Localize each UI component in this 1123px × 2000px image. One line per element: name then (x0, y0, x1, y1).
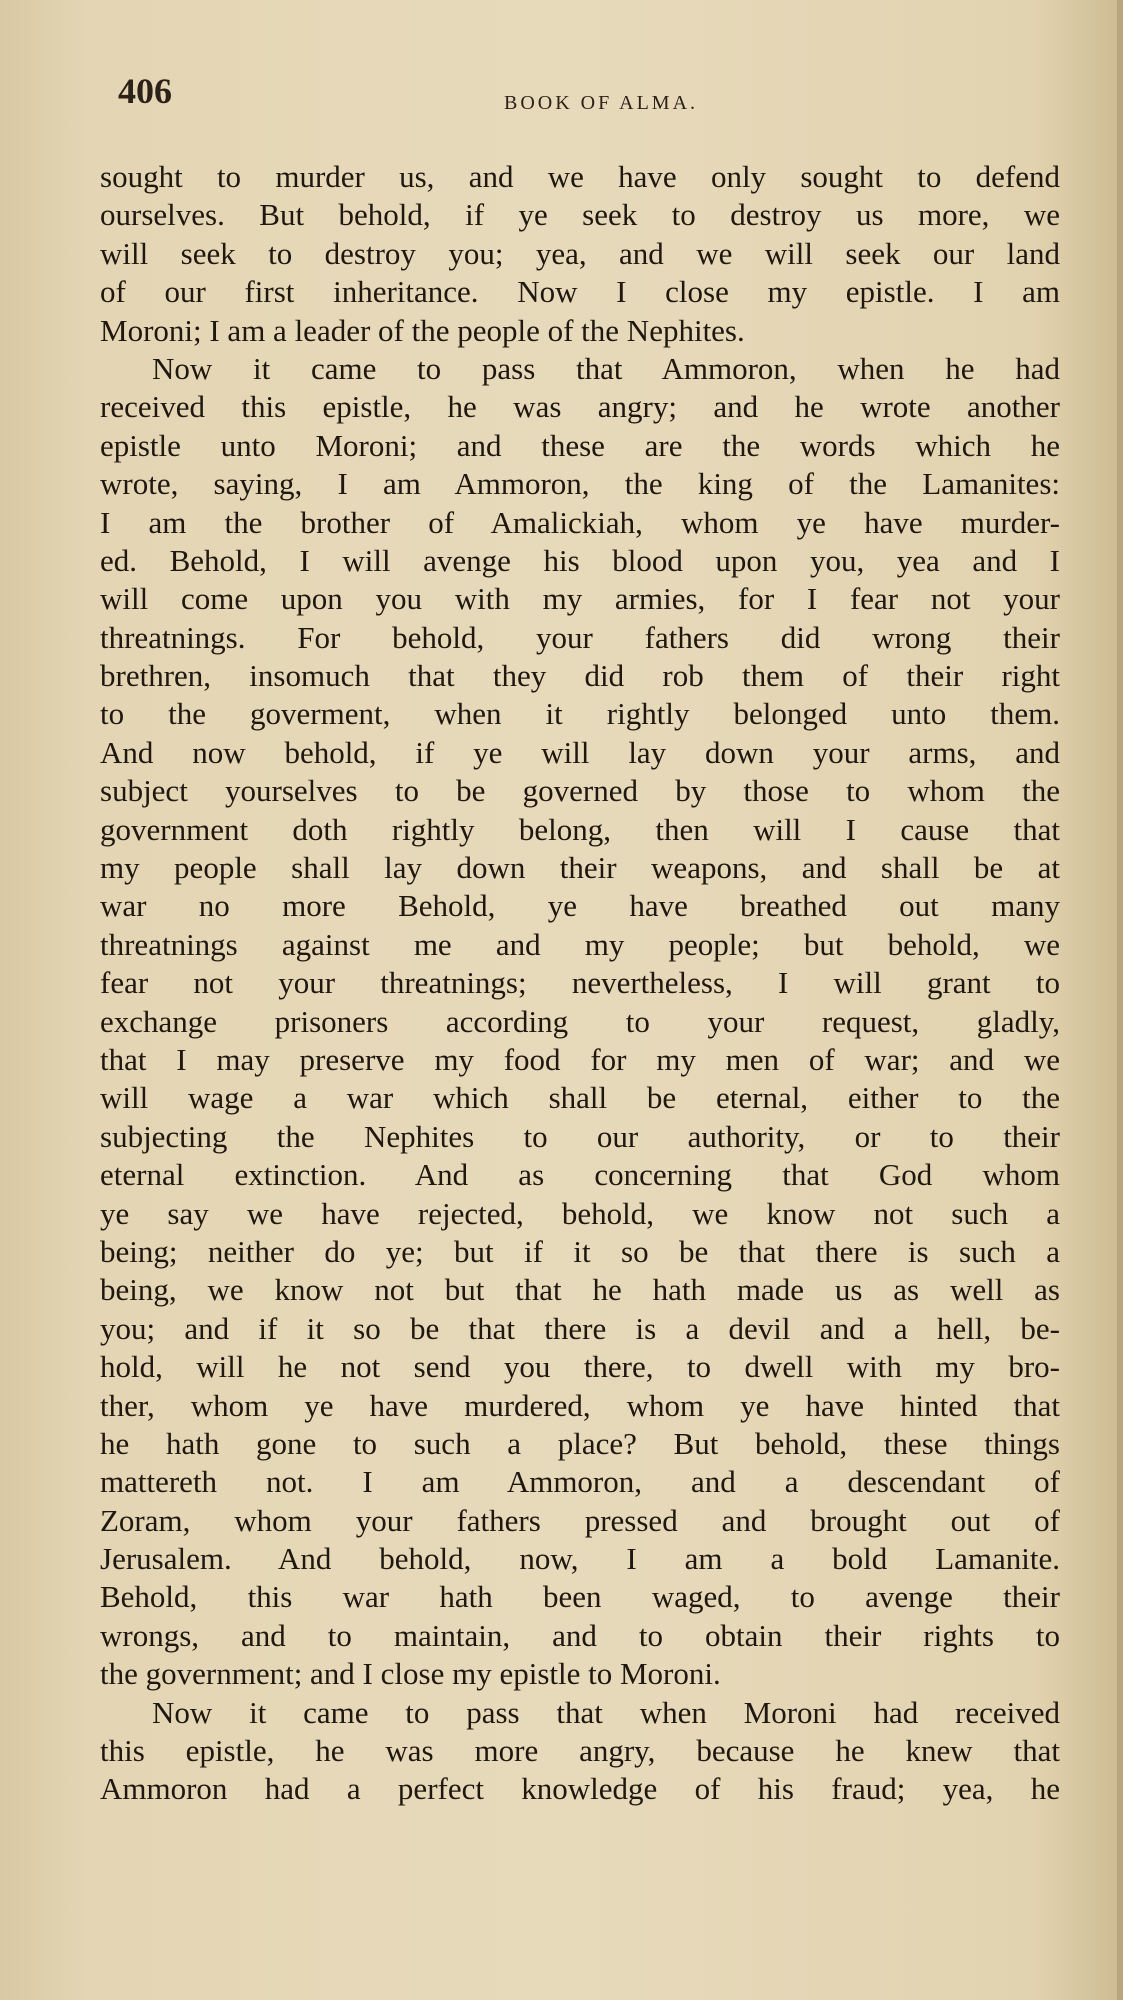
text-line: my people shall lay down their weapons, and shall be at (100, 850, 1060, 886)
text-line: Moroni; I am a leader of the people of the Nephites. (100, 312, 745, 348)
text-line: will seek to destroy you; yea, and we will seek our land (100, 235, 1060, 271)
text-line: received this epistle, he was angry; and he wrote another (100, 389, 1060, 425)
text-line: brethren, insomuch that they did rob them of their right (100, 658, 1060, 694)
text-line: being, we know not but that he hath made us as well as (100, 1272, 1060, 1308)
text-line: Zoram, whom your fathers pressed and brought out of (100, 1502, 1060, 1538)
text-line: that I may preserve my food for my men of war; and we (100, 1041, 1060, 1077)
text-line: hold, will he not send you there, to dwell with my bro- (100, 1349, 1060, 1385)
text-line: ourselves. But behold, if ye seek to destroy us more, we (100, 197, 1060, 233)
text-line: threatnings against me and my people; but behold, we (100, 926, 1060, 962)
text-line: ed. Behold, I will avenge his blood upon you, yea and I (100, 542, 1060, 578)
text-line: wrongs, and to maintain, and to obtain their rights to (100, 1617, 1060, 1653)
text-line: mattereth not. I am Ammoron, and a descendant of (100, 1464, 1060, 1500)
text-line: war no more Behold, ye have breathed out many (100, 888, 1060, 924)
text-line: fear not your threatnings; nevertheless, I will grant to (100, 965, 1060, 1001)
text-line: Jerusalem. And behold, now, I am a bold Lamanite. (100, 1541, 1060, 1577)
text-line: of our first inheritance. Now I close my epistle. I am (100, 274, 1060, 310)
text-line: government doth rightly belong, then will I cause that (100, 811, 1060, 847)
text-line: he hath gone to such a place? But behold, these things (100, 1425, 1060, 1461)
body-text (100, 158, 1060, 1809)
text-line: ye say we have rejected, behold, we know not such a (100, 1195, 1060, 1231)
page-header (118, 70, 1068, 120)
text-line: to the goverment, when it rightly belonged unto them. (100, 696, 1060, 732)
text-line: eternal extinction. And as concerning that God whom (100, 1157, 1060, 1193)
text-line: exchange prisoners according to your request, gladly, (100, 1003, 1060, 1039)
text-line: And now behold, if ye will lay down your arms, and (100, 734, 1060, 770)
text-line: subject yourselves to be governed by those to whom the (100, 773, 1060, 809)
text-line: threatnings. For behold, your fathers did wrong their (100, 619, 1060, 655)
text-line: Now it came to pass that Ammoron, when he had (152, 350, 1060, 386)
text-line: this epistle, he was more angry, because he knew that (100, 1733, 1060, 1769)
text-line: you; and if it so be that there is a devil and a hell, be- (100, 1310, 1060, 1346)
text-line: Ammoron had a perfect knowledge of his fraud; yea, he (100, 1771, 1060, 1807)
running-head: BOOK OF ALMA. (504, 92, 699, 114)
text-line: Behold, this war hath been waged, to avenge their (100, 1579, 1060, 1615)
text-line: I am the brother of Amalickiah, whom ye have murder- (100, 504, 1060, 540)
text-line: subjecting the Nephites to our authority, or to their (100, 1118, 1060, 1154)
text-line: epistle unto Moroni; and these are the words which he (100, 427, 1060, 463)
page-edge (1117, 0, 1123, 2000)
text-line: Now it came to pass that when Moroni had received (152, 1694, 1060, 1730)
text-line: the government; and I close my epistle to Moroni. (100, 1656, 721, 1692)
text-line: being; neither do ye; but if it so be that there is such a (100, 1233, 1060, 1269)
text-line: sought to murder us, and we have only sought to defend (100, 159, 1060, 194)
page-number: 406 (118, 71, 172, 111)
text-line: will come upon you with my armies, for I fear not your (100, 581, 1060, 617)
text-line: will wage a war which shall be eternal, either to the (100, 1080, 1060, 1116)
text-line: wrote, saying, I am Ammoron, the king of the Lamanites: (100, 466, 1060, 502)
text-line: ther, whom ye have murdered, whom ye have hinted that (100, 1387, 1060, 1423)
